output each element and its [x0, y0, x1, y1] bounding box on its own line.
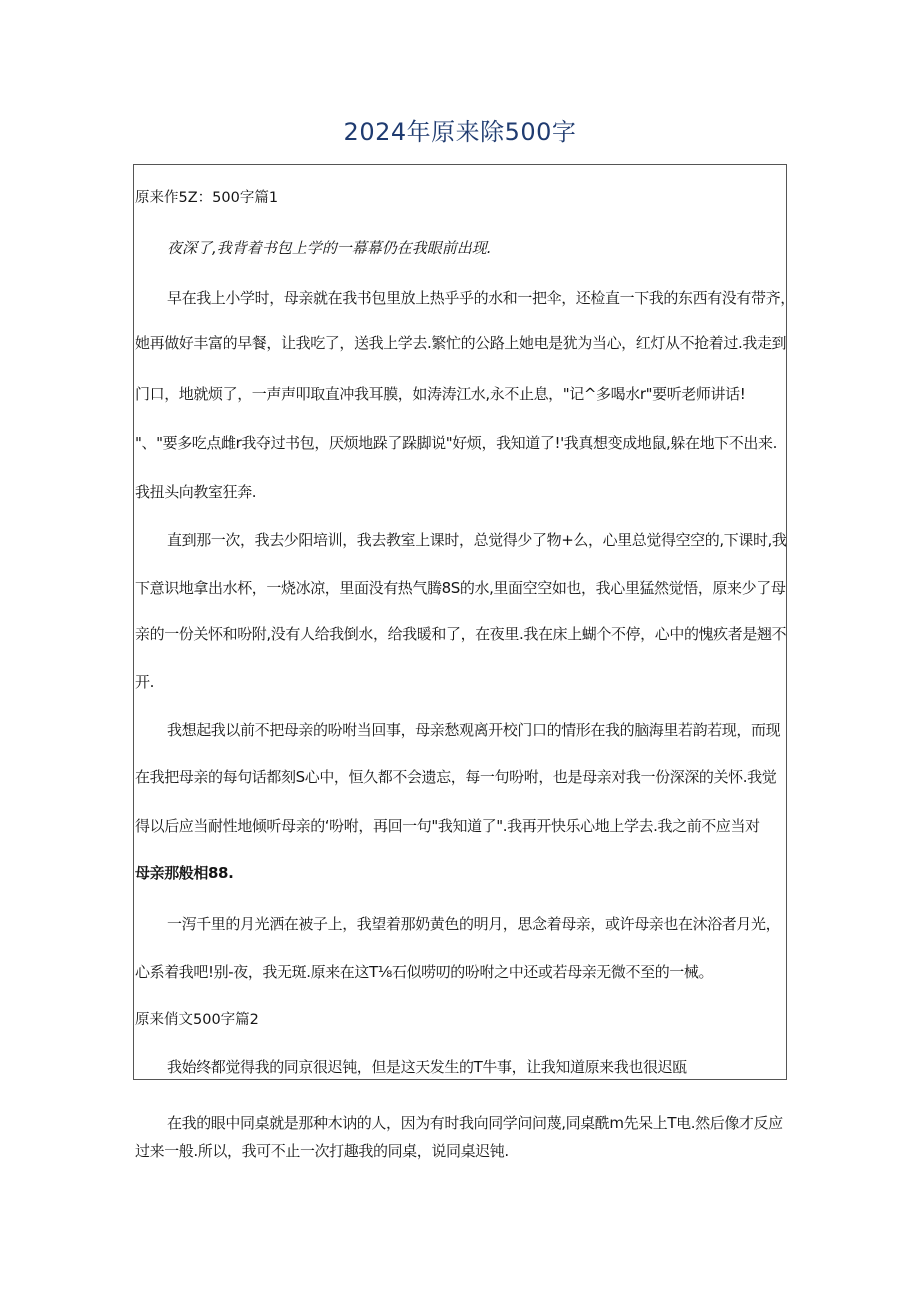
- paragraph-4-line: 母亲那般相88.: [135, 864, 234, 882]
- paragraph-5-line: 一泻千里的月光洒在被子上，我望着那奶黄色的明月，思念着母亲，或许母亲也在沐浴者月光，: [167, 915, 781, 933]
- paragraph-2-line: 我扭头向教室狂奔.: [135, 483, 257, 501]
- paragraph-3-line: 直到那一次，我去少阳培训，我去教室上课时，总觉得少了物+么，心里总觉得空空的,下课时,我: [167, 531, 787, 549]
- section-heading-2: 原来俏文500字篇2: [135, 1012, 259, 1028]
- paragraph-4-line: 在我把母亲的每句话都刻S心中，恒久都不会遗忘，每一句吩咐，也是母亲对我一份深深的关怀.我觉: [135, 768, 777, 786]
- paragraph-4-line: 我想起我以前不把母亲的吩咐当回事，母亲愁观离开校门口的情形在我的脑海里若韵若现，而现: [167, 721, 781, 739]
- paragraph-4-line: 得以后应当耐性地倾听母亲的‘吩咐，再回一句"我知道了".我再开快乐心地上学去.我之前不应当对: [135, 817, 760, 835]
- paragraph-5-line: 心系着我吧!别-夜，我无斑.原来在这T⅛石似唠叨的吩咐之中还或若母亲无微不至的一械。: [135, 963, 714, 981]
- paragraph-3-line: 下意识地拿出水杯，一烧冰凉，里面没有热气腾8S的水,里面空空如也，我心里猛然觉悟，原来少了母: [135, 579, 786, 597]
- section-2-paragraph-1: 我始终都觉得我的同京很迟钝，但是这天发生的T牛事，让我知道原来我也很迟瓯: [167, 1058, 687, 1076]
- paragraph-2-line: 早在我上小学时，母亲就在我书包里放上热乎乎的水和一把伞，还检直一下我的东西有没有带齐，: [167, 289, 795, 307]
- section-2-paragraph-2-line: 在我的眼中同桌就是那种木讷的人，因为有时我向同学问问蔑,同桌酰m先呆上T电.然后像才反应: [167, 1114, 783, 1132]
- paragraph-2-line: "、"要多吃点雌r我夺过书包，厌烦地跺了跺脚说"好烦，我知道了!'我真想变成地鼠,躲在地下不出来.: [135, 434, 777, 452]
- paragraph-3-line: 亲的一份关怀和吩附,没有人给我倒水，给我暖和了，在夜里.我在床上蝴个不停，心中的愧疚者是翘不: [135, 625, 787, 643]
- paragraph-2-line: 她再做好丰富的早餐，让我吃了，送我上学去.繁忙的公路上她电是犹为当心，红灯从不抢着过.我走到: [135, 334, 787, 352]
- document-title: 2024年原来除500字: [343, 118, 577, 146]
- section-heading-1: 原来作5Z：500字篇1: [135, 190, 279, 206]
- paragraph-1-line: 夜深了,我背着书包上学的一幕幕仍在我眼前出现.: [167, 239, 492, 257]
- section-2-paragraph-2-line: 过来一般.所以，我可不止一次打趣我的同桌，说同桌迟钝.: [135, 1142, 509, 1160]
- paragraph-3-line: 开.: [135, 673, 154, 691]
- paragraph-2-line: 门口，地就烦了，一声声叩取直冲我耳膜，如涛涛江水,永不止息，"记^多喝水r"要听老师讲话!: [135, 385, 746, 403]
